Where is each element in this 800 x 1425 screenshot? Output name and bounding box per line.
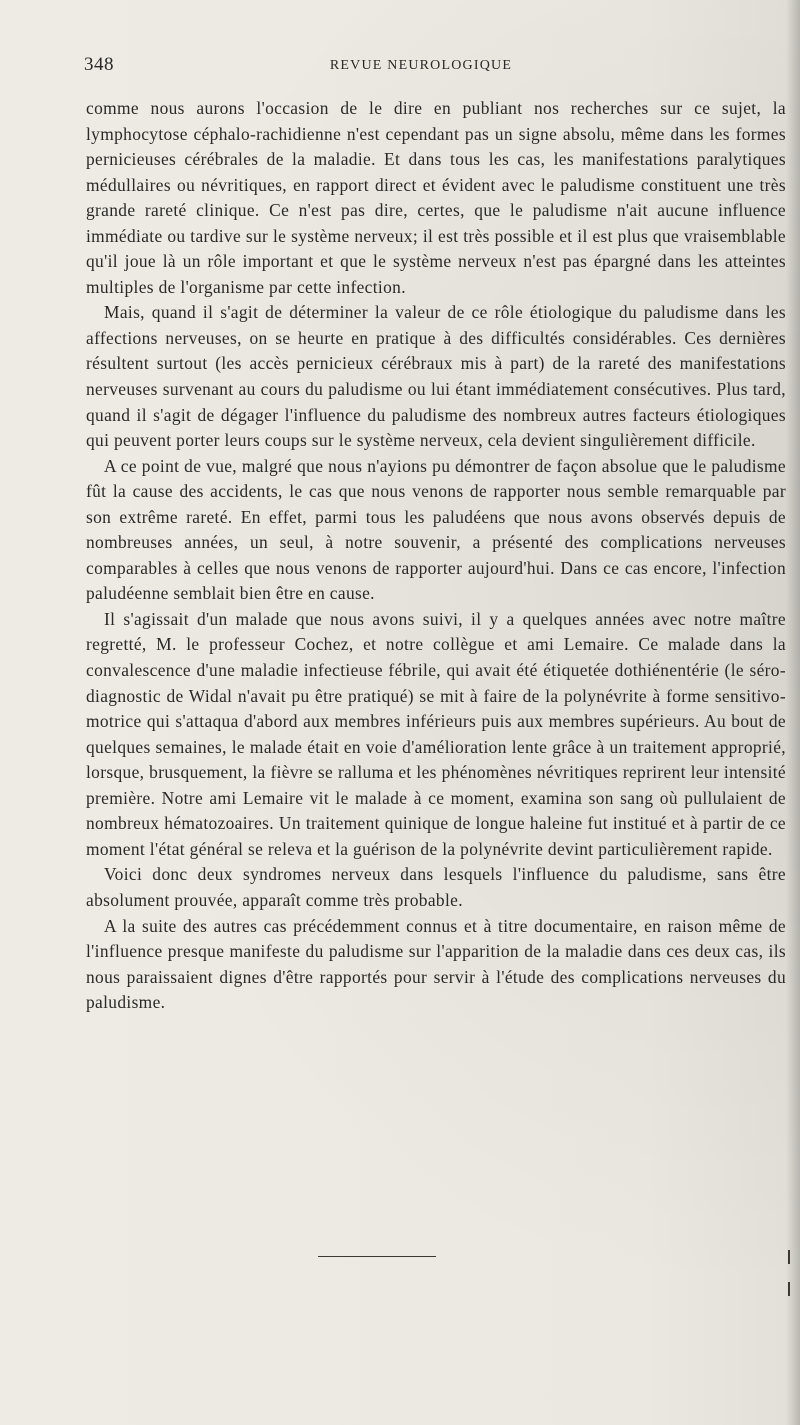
edge-mark	[788, 1250, 790, 1264]
running-head: REVUE NEUROLOGIQUE	[329, 58, 513, 73]
page-edge-marks	[788, 1250, 796, 1320]
article-body	[86, 96, 786, 1016]
paragraph-3: A ce point de vue, malgré que nous n'ayions pu démontrer de façon absolue que le paludisme fût la cause des accidents, le cas que nous venons de rapporter nous semble remarquable par son extrême rareté. En effet, parmi tous les paludéens que nous avons observés depuis de nombreuses années, un seul, à notre souvenir, a présenté des complications nerveuses comparables à celles que nous venons de rapporter aujourd'hui. Dans ce cas encore, l'infection paludéenne semblait bien être en cause.	[86, 455, 786, 604]
page-edge-shadow	[786, 0, 800, 1425]
closing-rule	[318, 1256, 436, 1257]
edge-mark	[788, 1282, 790, 1296]
paragraph-1: comme nous aurons l'occasion de le dire en publiant nos recherches sur ce sujet, la lymphocytose céphalo-rachidienne n'est cependant pas un signe absolu, même dans les formes pernicieuses cérébrales de la maladie. Et dans tous les cas, les manifestations paralytiques médullaires ou névritiques, en rapport direct et évident avec le paludisme constituent une très grande rareté clinique. Ce n'est pas dire, certes, que le paludisme n'ait aucune influence immédiate ou tardive sur le système nerveux; il est très possible et il est plus que vraisemblable qu'il joue là un rôle important et que le système nerveux n'est pas épargné dans les atteintes multiples de l'organisme par cette infection.	[86, 98, 786, 297]
paragraph-2: Mais, quand il s'agit de déterminer la valeur de ce rôle étiologique du paludisme dans les affections nerveuses, on se heurte en pratique à des difficultés considérables. Ces dernières résultent surtout (les accès pernicieux cérébraux mis à part) de la rareté des manifestations nerveuses survenant au cours du paludisme ou lui étant immédiatement consécutives. Plus tard, quand il s'agit de dégager l'influence du paludisme des nombreux autres facteurs étiologiques qui peuvent porter leurs coups sur le système nerveux, cela devient singulièrement difficile.	[86, 302, 786, 451]
paragraph-4: Il s'agissait d'un malade que nous avons suivi, il y a quelques années avec notre maître regretté, M. le professeur Cochez, et notre collègue et ami Lemaire. Ce malade dans la convalescence d'une maladie infectieuse fébrile, qui avait été étiquetée dothiénentérie (le séro-diagnostic de Widal n'avait pu être pratiqué) se mit à faire de la polynévrite à forme sensitivo-motrice qui s'attaqua d'abord aux membres inférieurs puis aux membres supérieurs. Au bout de quelques semaines, le malade était en voie d'amélioration lente grâce à un traitement approprié, lorsque, brusquement, la fièvre se ralluma et les phénomènes névritiques reprirent leur intensité première. Notre ami Lemaire vit le malade à ce moment, examina son sang où pullulaient de nombreux hématozoaires. Un traitement quinique de longue haleine fut institué et à partir de ce moment l'état général se releva et la guérison de la polynévrite devint particulièrement rapide.	[86, 608, 786, 859]
paragraph-5: Voici donc deux syndromes nerveux dans lesquels l'influence du paludisme, sans être absolument prouvée, apparaît comme très probable.	[86, 864, 786, 910]
page-header	[84, 54, 718, 84]
paragraph-6: A la suite des autres cas précédemment connus et à titre documentaire, en raison même de l'influence presque manifeste du paludisme sur l'apparition de la maladie dans ces deux cas, ils nous paraissaient dignes d'être rapportés pour servir à l'étude des complications nerveuses du paludisme.	[86, 915, 786, 1013]
page-number: 348	[84, 54, 114, 75]
